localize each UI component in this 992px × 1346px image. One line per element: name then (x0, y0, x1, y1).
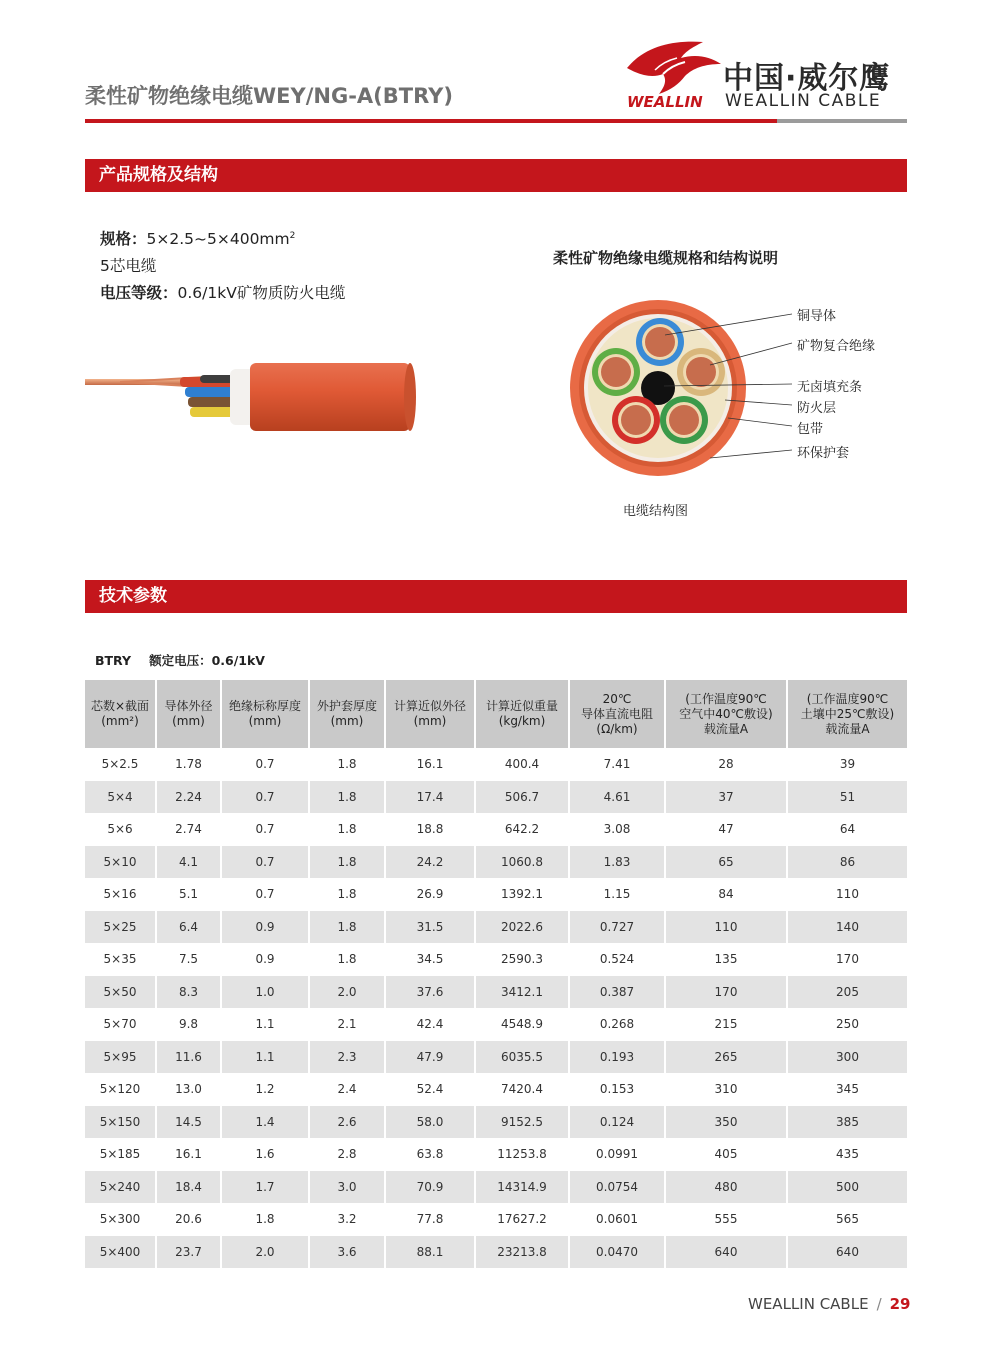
column-header-line: (Ω/km) (596, 721, 638, 736)
table-cell: 26.9 (385, 878, 475, 911)
table-cell: 58.0 (385, 1106, 475, 1139)
column-header-line: 导体外径 (164, 699, 213, 713)
table-row (85, 1106, 907, 1139)
table-cell: 0.7 (221, 813, 309, 846)
table-row (85, 748, 907, 781)
table-cell: 88.1 (385, 1236, 475, 1269)
table-cell: 5×150 (85, 1106, 156, 1139)
table-cell: 0.0470 (569, 1236, 665, 1269)
voltage-value: 0.6/1kV矿物质防火电缆 (177, 284, 346, 302)
label-copper-conductor: 铜导体 (797, 309, 837, 324)
table-cell: 5×50 (85, 976, 156, 1009)
table-cell: 16.1 (156, 1138, 221, 1171)
column-header-line: (mm²) (101, 714, 139, 728)
table-cell: 34.5 (385, 943, 475, 976)
eagle-logo-icon (625, 38, 725, 98)
column-header (475, 680, 569, 748)
table-cell: 565 (787, 1203, 907, 1236)
section-title-technical-params: 技术参数 (85, 580, 907, 613)
table-cell: 140 (787, 911, 907, 944)
table-cell: 0.124 (569, 1106, 665, 1139)
table-cell: 300 (787, 1041, 907, 1074)
table-cell: 1.4 (221, 1106, 309, 1139)
label-wrapping-tape: 包带 (797, 422, 824, 437)
table-cell: 6.4 (156, 911, 221, 944)
column-header (569, 680, 665, 748)
table-cell: 11.6 (156, 1041, 221, 1074)
table-header-row (85, 680, 907, 748)
table-row (85, 911, 907, 944)
table-cell: 0.153 (569, 1073, 665, 1106)
table-cell: 28 (665, 748, 787, 781)
table-cell: 0.727 (569, 911, 665, 944)
logo-brand-text: WEALLIN (627, 93, 703, 111)
table-cell: 0.524 (569, 943, 665, 976)
table-cell: 42.4 (385, 1008, 475, 1041)
table-cell: 2.6 (309, 1106, 385, 1139)
table-cell: 2590.3 (475, 943, 569, 976)
column-header (665, 680, 787, 748)
table-cell: 23213.8 (475, 1236, 569, 1269)
table-row (85, 781, 907, 814)
table-cell: 0.7 (221, 846, 309, 879)
column-header (787, 680, 907, 748)
table-cell: 205 (787, 976, 907, 1009)
table-cell: 250 (787, 1008, 907, 1041)
column-header-line: (工作温度90℃ (806, 691, 889, 706)
table-cell: 18.4 (156, 1171, 221, 1204)
column-header-line: 芯数×截面 (90, 699, 150, 713)
label-halogen-free-filler: 无卤填充条 (797, 380, 863, 395)
table-cell: 1.8 (309, 781, 385, 814)
table-cell: 14314.9 (475, 1171, 569, 1204)
table-cell: 435 (787, 1138, 907, 1171)
table-cell: 4.61 (569, 781, 665, 814)
table-cell: 7.5 (156, 943, 221, 976)
table-cell: 77.8 (385, 1203, 475, 1236)
table-cell: 480 (665, 1171, 787, 1204)
page-number: 29 (889, 1295, 911, 1313)
table-cell: 5×185 (85, 1138, 156, 1171)
table-cell: 640 (665, 1236, 787, 1269)
table-row (85, 846, 907, 879)
column-header-line: (mm) (172, 714, 205, 728)
table-cell: 5×120 (85, 1073, 156, 1106)
table-cell: 110 (787, 878, 907, 911)
voltage-label: 电压等级： (100, 284, 178, 302)
header-rule (85, 119, 777, 123)
table-cell: 17627.2 (475, 1203, 569, 1236)
column-header (156, 680, 221, 748)
table-cell: 4.1 (156, 846, 221, 879)
document-title: 柔性矿物绝缘电缆WEY/NG-A(BTRY) (85, 84, 453, 108)
table-cell: 2.1 (309, 1008, 385, 1041)
table-cell: 5×4 (85, 781, 156, 814)
table-cell: 640 (787, 1236, 907, 1269)
table-meta (95, 651, 265, 669)
column-header (309, 680, 385, 748)
table-cell: 3412.1 (475, 976, 569, 1009)
table-cell: 5×35 (85, 943, 156, 976)
table-cell: 1.2 (221, 1073, 309, 1106)
table-cell: 2.3 (309, 1041, 385, 1074)
table-cell: 1392.1 (475, 878, 569, 911)
table-row (85, 1041, 907, 1074)
logo-english-name: WEALLIN CABLE (725, 91, 882, 111)
column-header-line: 20℃ (602, 691, 632, 706)
table-cell: 6035.5 (475, 1041, 569, 1074)
diagram-title: 柔性矿物绝缘电缆规格和结构说明 (553, 249, 779, 267)
cable-model: BTRY (95, 653, 132, 668)
table-cell: 0.387 (569, 976, 665, 1009)
column-header-line: (kg/km) (498, 714, 546, 728)
footer-separator: / (876, 1295, 882, 1313)
table-cell: 0.9 (221, 943, 309, 976)
table-cell: 5×240 (85, 1171, 156, 1204)
table-cell: 3.0 (309, 1171, 385, 1204)
table-cell: 3.2 (309, 1203, 385, 1236)
spec-value: 5×2.5~5×400mm (146, 230, 290, 248)
table-cell: 24.2 (385, 846, 475, 879)
table-cell: 14.5 (156, 1106, 221, 1139)
table-row (85, 1138, 907, 1171)
logo-chinese-name: 中国·威尔鹰 (723, 61, 891, 96)
column-header-line: 外护套厚度 (316, 699, 377, 713)
table-cell: 5×16 (85, 878, 156, 911)
table-cell: 2.0 (221, 1236, 309, 1269)
table-cell: 345 (787, 1073, 907, 1106)
table-cell: 2.74 (156, 813, 221, 846)
table-cell: 4548.9 (475, 1008, 569, 1041)
table-cell: 37 (665, 781, 787, 814)
table-cell: 350 (665, 1106, 787, 1139)
table-cell: 1.7 (221, 1171, 309, 1204)
table-cell: 1.0 (221, 976, 309, 1009)
table-cell: 0.7 (221, 781, 309, 814)
voltage-grade (100, 281, 345, 303)
table-cell: 1060.8 (475, 846, 569, 879)
table-cell: 1.78 (156, 748, 221, 781)
table-cell: 555 (665, 1203, 787, 1236)
table-row (85, 976, 907, 1009)
table-cell: 86 (787, 846, 907, 879)
table-cell: 2.4 (309, 1073, 385, 1106)
table-cell: 16.1 (385, 748, 475, 781)
section-title-specs: 产品规格及结构 (85, 159, 907, 192)
table-cell: 0.9 (221, 911, 309, 944)
page-footer (748, 1295, 911, 1313)
table-cell: 642.2 (475, 813, 569, 846)
table-cell: 2.8 (309, 1138, 385, 1171)
column-header-line: (mm) (413, 714, 447, 728)
table-cell: 1.8 (221, 1203, 309, 1236)
column-header-line: (工作温度90℃ (685, 691, 767, 706)
table-cell: 5×6 (85, 813, 156, 846)
column-header (221, 680, 309, 748)
table-cell: 0.0601 (569, 1203, 665, 1236)
column-header (385, 680, 475, 748)
table-cell: 2.24 (156, 781, 221, 814)
column-header-line: 绝缘标称厚度 (228, 699, 301, 713)
table-cell: 20.6 (156, 1203, 221, 1236)
table-cell: 3.08 (569, 813, 665, 846)
table-cell: 1.15 (569, 878, 665, 911)
company-logo (625, 38, 910, 114)
table-cell: 7420.4 (475, 1073, 569, 1106)
table-cell: 31.5 (385, 911, 475, 944)
core-count: 5芯电缆 (100, 257, 157, 275)
table-row (85, 1008, 907, 1041)
table-cell: 1.6 (221, 1138, 309, 1171)
table-cell: 47.9 (385, 1041, 475, 1074)
table-cell: 1.8 (309, 911, 385, 944)
table-cell: 135 (665, 943, 787, 976)
label-fire-layer: 防火层 (797, 401, 837, 416)
table-cell: 13.0 (156, 1073, 221, 1106)
diagram-caption: 电缆结构图 (623, 504, 689, 519)
column-header-line: 计算近似重量 (485, 699, 558, 713)
table-cell: 0.7 (221, 878, 309, 911)
footer-brand: WEALLIN CABLE (748, 1295, 869, 1313)
label-mineral-insulation: 矿物复合绝缘 (797, 339, 876, 354)
table-cell: 9.8 (156, 1008, 221, 1041)
table-cell: 52.4 (385, 1073, 475, 1106)
rated-voltage: 额定电压：0.6/1kV (149, 653, 265, 668)
table-cell: 9152.5 (475, 1106, 569, 1139)
table-cell: 51 (787, 781, 907, 814)
table-cell: 215 (665, 1008, 787, 1041)
column-header-line: 导体直流电阻 (580, 706, 653, 721)
table-cell: 17.4 (385, 781, 475, 814)
table-cell: 47 (665, 813, 787, 846)
column-header-line: (mm) (248, 714, 282, 728)
table-cell: 310 (665, 1073, 787, 1106)
table-cell: 500 (787, 1171, 907, 1204)
spec-label: 规格： (100, 230, 147, 248)
table-cell: 1.83 (569, 846, 665, 879)
column-header-line: (mm) (330, 714, 364, 728)
table-cell: 170 (787, 943, 907, 976)
table-cell: 1.8 (309, 846, 385, 879)
table-cell: 65 (665, 846, 787, 879)
table-cell: 70.9 (385, 1171, 475, 1204)
table-cell: 84 (665, 878, 787, 911)
table-row (85, 878, 907, 911)
table-cell: 385 (787, 1106, 907, 1139)
table-row (85, 1171, 907, 1204)
label-outer-sheath: 环保护套 (797, 446, 850, 461)
column-header-line: 空气中40℃敷设) (679, 706, 773, 721)
table-cell: 39 (787, 748, 907, 781)
table-cell: 1.8 (309, 878, 385, 911)
table-cell: 23.7 (156, 1236, 221, 1269)
table-cell: 506.7 (475, 781, 569, 814)
table-cell: 1.8 (309, 813, 385, 846)
header-rule-accent (777, 119, 907, 123)
table-cell: 2022.6 (475, 911, 569, 944)
table-cell: 18.8 (385, 813, 475, 846)
table-cell: 1.1 (221, 1041, 309, 1074)
table-cell: 5×2.5 (85, 748, 156, 781)
technical-parameters-table (85, 680, 907, 1268)
table-cell: 1.8 (309, 748, 385, 781)
spec-unit-superscript: 2 (289, 230, 296, 241)
table-cell: 0.193 (569, 1041, 665, 1074)
table-cell: 7.41 (569, 748, 665, 781)
table-cell: 5×300 (85, 1203, 156, 1236)
table-cell: 265 (665, 1041, 787, 1074)
table-cell: 0.0754 (569, 1171, 665, 1204)
table-cell: 3.6 (309, 1236, 385, 1269)
table-cell: 5.1 (156, 878, 221, 911)
table-cell: 0.0991 (569, 1138, 665, 1171)
table-cell: 0.7 (221, 748, 309, 781)
table-cell: 110 (665, 911, 787, 944)
table-row (85, 943, 907, 976)
table-cell: 5×25 (85, 911, 156, 944)
column-header (85, 680, 156, 748)
column-header-line: 载流量A (703, 721, 749, 736)
column-header-line: 计算近似外径 (393, 699, 466, 713)
table-cell: 1.8 (309, 943, 385, 976)
cable-photo-image (80, 355, 420, 435)
table-cell: 405 (665, 1138, 787, 1171)
spec-range (100, 227, 295, 249)
column-header-line: 土壤中25℃敷设) (800, 706, 895, 721)
column-header-line: 载流量A (825, 721, 870, 736)
table-cell: 5×95 (85, 1041, 156, 1074)
table-cell: 2.0 (309, 976, 385, 1009)
table-cell: 63.8 (385, 1138, 475, 1171)
table-cell: 0.268 (569, 1008, 665, 1041)
table-cell: 400.4 (475, 748, 569, 781)
table-cell: 5×70 (85, 1008, 156, 1041)
table-cell: 5×400 (85, 1236, 156, 1269)
table-cell: 11253.8 (475, 1138, 569, 1171)
table-cell: 64 (787, 813, 907, 846)
table-cell: 8.3 (156, 976, 221, 1009)
table-row (85, 813, 907, 846)
table-cell: 37.6 (385, 976, 475, 1009)
table-row (85, 1073, 907, 1106)
table-cell: 1.1 (221, 1008, 309, 1041)
table-cell: 170 (665, 976, 787, 1009)
table-cell: 5×10 (85, 846, 156, 879)
table-row (85, 1236, 907, 1269)
table-row (85, 1203, 907, 1236)
